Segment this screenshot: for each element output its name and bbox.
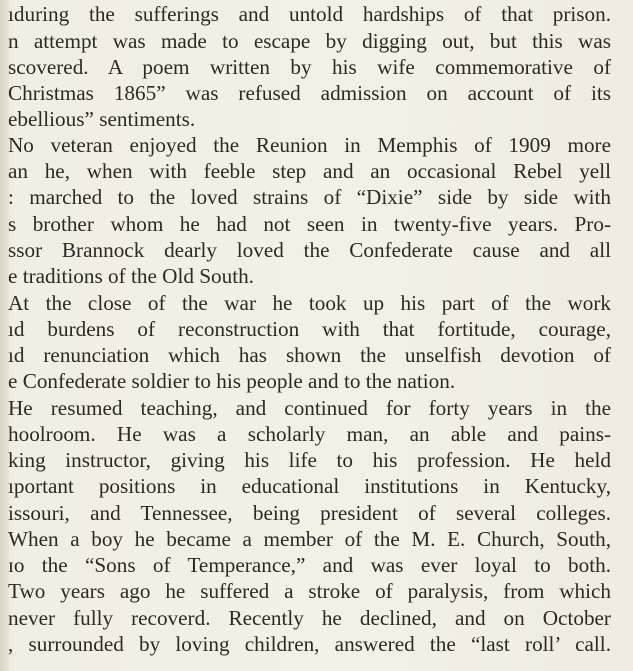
text-line: ssor Brannock dearly loved the Confederate cause and all [8, 238, 611, 262]
text-line: , surrounded by loving children, answered the “last roll’ call. [8, 632, 611, 656]
text-line: king instructor, giving his life to his profession. He held [8, 448, 611, 472]
text-line: ɪo the “Sons of Temperance,” and was ever loyal to both. [8, 553, 611, 577]
text-line: n attempt was made to escape by digging out, but this was [8, 29, 611, 53]
text-line: e Confederate soldier to his people and to the nation. [8, 369, 456, 393]
text-line: No veteran enjoyed the Reunion in Memphis of 1909 more [8, 133, 611, 157]
text-line: hoolroom. He was a scholarly man, an able and pains- [8, 422, 611, 446]
text-line: Christmas 1865” was refused admission on account of its [8, 81, 611, 105]
text-line: ıduring the sufferings and untold hardships of that prison. [8, 2, 611, 26]
text-line: never fully recoverd. Recently he declined, and on October [8, 606, 611, 630]
text-line: He resumed teaching, and continued for forty years in the [8, 396, 611, 420]
text-line: s brother whom he had not seen in twenty-five years. Pro- [8, 212, 611, 236]
text-line: e traditions of the Old South. [8, 264, 254, 288]
text-line: an he, when with feeble step and an occasional Rebel yell [8, 159, 611, 183]
text-line: ıd renunciation which has shown the unselfish devotion of [8, 343, 611, 367]
text-line: scovered. A poem written by his wife commemorative of [8, 55, 611, 79]
text-line: ıportant positions in educational institutions in Kentucky, [8, 474, 611, 498]
text-line: ebellious” sentiments. [8, 107, 196, 131]
text-line: : marched to the loved strains of “Dixie” side by side with [8, 185, 611, 209]
text-line: ıd burdens of reconstruction with that fortitude, courage, [8, 317, 611, 341]
text-line: At the close of the war he took up his part of the work [8, 291, 611, 315]
text-line: When a boy he became a member of the M. E. Church, South, [8, 527, 611, 551]
text-line: Two years ago he suffered a stroke of paralysis, from which [8, 579, 611, 603]
text-line: issouri, and Tennessee, being president of several colleges. [8, 501, 611, 525]
